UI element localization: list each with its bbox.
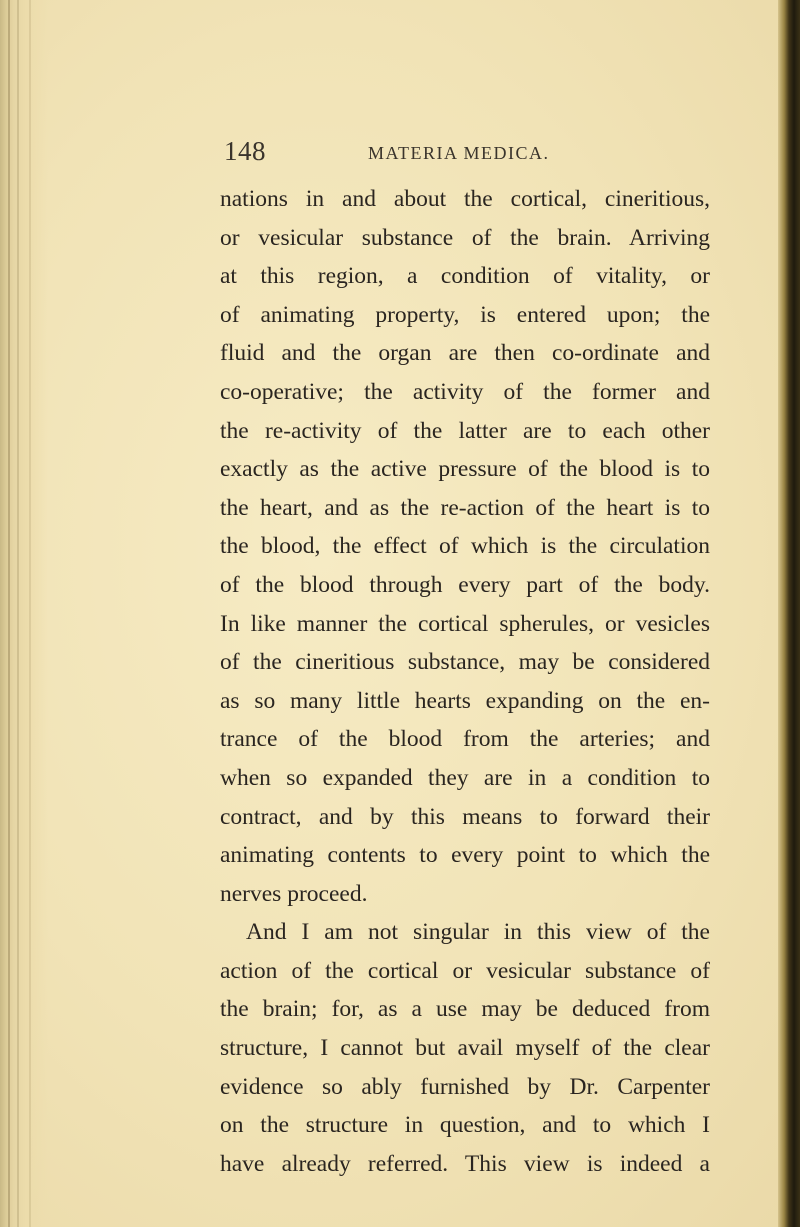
- text-line: In like manner the cortical spherules, or vesicles: [220, 610, 710, 637]
- running-title: MATERIA MEDICA.: [368, 143, 550, 163]
- text-line: as so many little hearts expanding on the en-: [220, 687, 710, 714]
- body-text: [220, 180, 710, 1183]
- text-line: or vesicular substance of the brain. Arriving: [220, 224, 710, 251]
- text-line: fluid and the organ are then co-ordinate and: [220, 340, 710, 367]
- page-edge-line: [29, 0, 31, 1227]
- text-line: the re-activity of the latter are to each other: [220, 417, 710, 444]
- text-line: contract, and by this means to forward their: [220, 803, 710, 830]
- binding-shadow-right: [778, 0, 800, 1227]
- text-line: at this region, a condition of vitality, or: [220, 263, 710, 290]
- text-line: exactly as the active pressure of the blood is to: [220, 456, 710, 483]
- text-line: evidence so ably furnished by Dr. Carpenter: [220, 1073, 710, 1100]
- text-line: structure, I cannot but avail myself of the clear: [220, 1035, 710, 1062]
- text-line: of animating property, is entered upon; the: [220, 301, 710, 328]
- text-line: the heart, and as the re-action of the heart is to: [220, 494, 710, 521]
- text-line: on the structure in question, and to which I: [220, 1112, 710, 1139]
- page-edge-line: [17, 0, 19, 1227]
- page-header: [224, 136, 704, 166]
- text-line: have already referred. This view is indeed a: [220, 1150, 710, 1177]
- text-line: nations in and about the cortical, cineritious,: [220, 186, 710, 212]
- text-line: animating contents to every point to which the: [220, 842, 710, 869]
- text-line: co-operative; the activity of the former and: [220, 378, 710, 405]
- text-line: action of the cortical or vesicular substance of: [220, 957, 710, 984]
- text-line: And I am not singular in this view of the: [246, 919, 710, 946]
- page-edge-line: [8, 0, 10, 1227]
- text-line: the brain; for, as a use may be deduced from: [220, 996, 710, 1023]
- text-line: nerves proceed.: [220, 880, 368, 907]
- text-line: the blood, the effect of which is the circulation: [220, 533, 710, 560]
- page-number: 148: [224, 136, 266, 166]
- text-line: when so expanded they are in a condition to: [220, 764, 710, 791]
- text-line: of the cineritious substance, may be considered: [220, 649, 710, 676]
- text-line: of the blood through every part of the body.: [220, 571, 710, 598]
- text-line: trance of the blood from the arteries; and: [220, 726, 710, 753]
